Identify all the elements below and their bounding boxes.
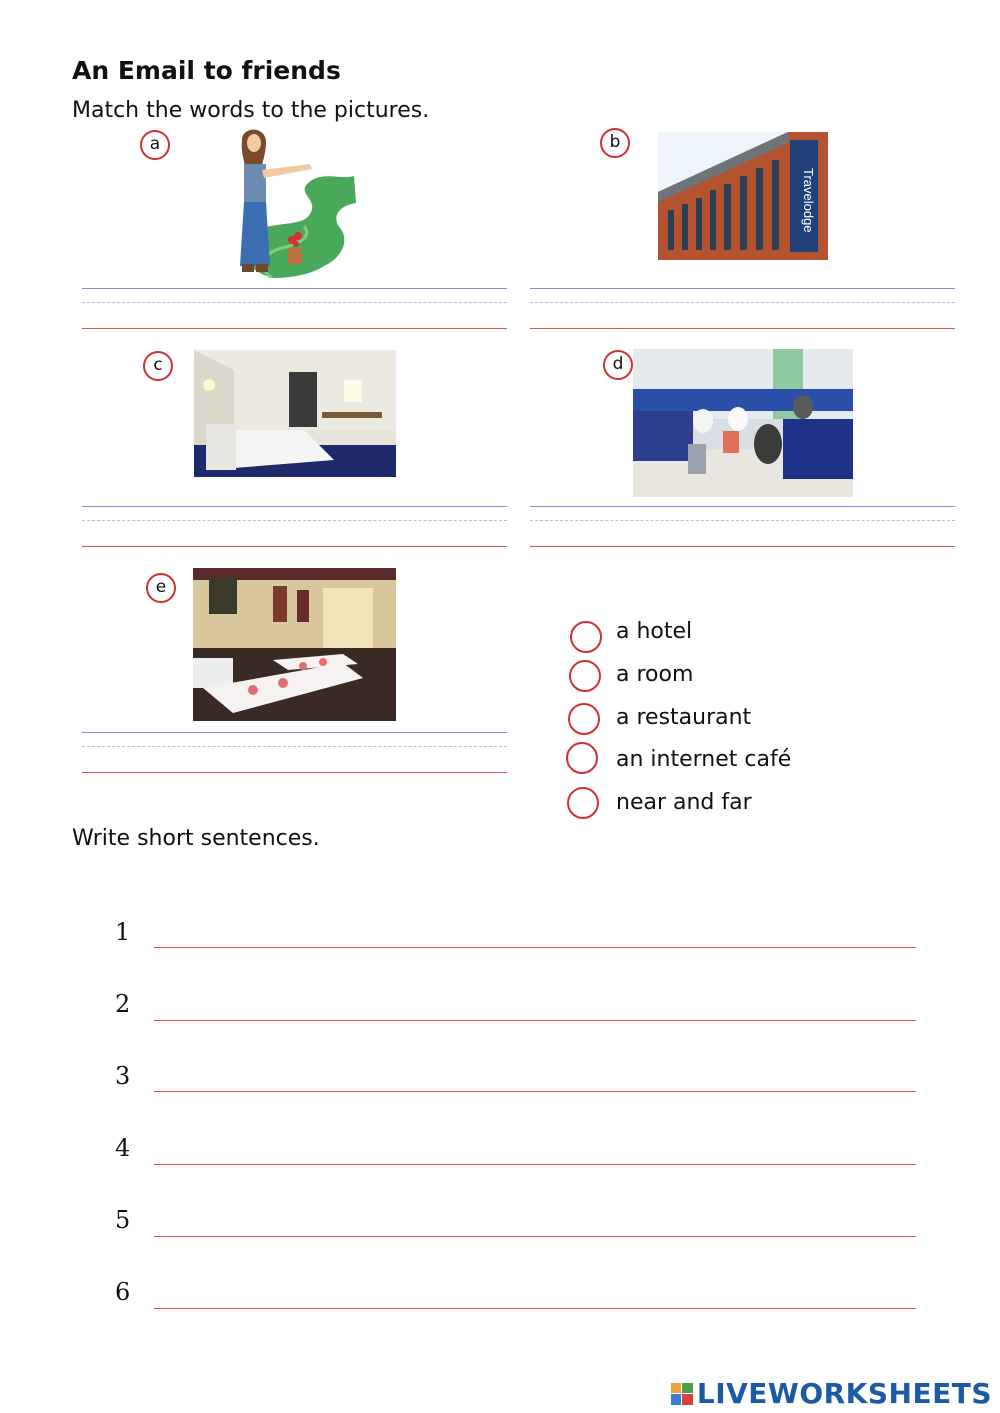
- option-label-hotel: a hotel: [616, 619, 693, 644]
- write-instruction: Write short sentences.: [72, 826, 320, 851]
- picture-d-internet-cafe: [633, 349, 853, 497]
- sentence-number-5: 5: [115, 1206, 131, 1234]
- sentence-line-2[interactable]: [154, 1020, 916, 1021]
- option-circle-4[interactable]: [566, 742, 598, 774]
- answer-lines-d[interactable]: [530, 506, 955, 550]
- liveworksheets-brand-text: LIVEWORKSHEETS: [696, 1377, 992, 1410]
- option-label-near-and-far: near and far: [616, 790, 752, 815]
- picture-letter-b: b: [600, 128, 630, 158]
- picture-letter-c: c: [143, 351, 173, 381]
- picture-letter-a: a: [140, 130, 170, 160]
- match-instruction: Match the words to the pictures.: [72, 98, 430, 123]
- picture-letter-e: e: [146, 573, 176, 603]
- sentence-line-5[interactable]: [154, 1236, 916, 1237]
- sentence-line-3[interactable]: [154, 1091, 916, 1092]
- sentence-number-1: 1: [115, 918, 131, 946]
- answer-lines-e[interactable]: [82, 732, 507, 776]
- option-circle-3[interactable]: [568, 703, 600, 735]
- picture-a-woman-pointing: [232, 128, 358, 278]
- picture-c-hotel-room: [194, 350, 396, 477]
- answer-lines-c[interactable]: [82, 506, 507, 550]
- worksheet-title: An Email to friends: [72, 56, 341, 85]
- sentence-line-1[interactable]: [154, 947, 916, 948]
- sentence-number-6: 6: [115, 1278, 131, 1306]
- sentence-number-4: 4: [115, 1134, 131, 1162]
- option-circle-5[interactable]: [567, 787, 599, 819]
- option-circle-1[interactable]: [570, 621, 602, 653]
- sentence-number-2: 2: [115, 990, 131, 1018]
- picture-e-restaurant: [193, 568, 396, 721]
- option-label-internet-cafe: an internet café: [616, 747, 792, 772]
- option-label-room: a room: [616, 662, 694, 687]
- picture-letter-d: d: [603, 350, 633, 380]
- picture-b-hotel-building: [658, 132, 828, 260]
- answer-lines-a[interactable]: [82, 288, 507, 332]
- sentence-line-6[interactable]: [154, 1308, 916, 1309]
- option-circle-2[interactable]: [569, 660, 601, 692]
- option-label-restaurant: a restaurant: [616, 705, 752, 730]
- travelodge-sign-text: Travelodge: [801, 168, 816, 233]
- answer-lines-b[interactable]: [530, 288, 955, 332]
- sentence-number-3: 3: [115, 1062, 131, 1090]
- liveworksheets-logo: [671, 1377, 992, 1410]
- sentence-line-4[interactable]: [154, 1164, 916, 1165]
- liveworksheets-logo-icon: [671, 1383, 693, 1405]
